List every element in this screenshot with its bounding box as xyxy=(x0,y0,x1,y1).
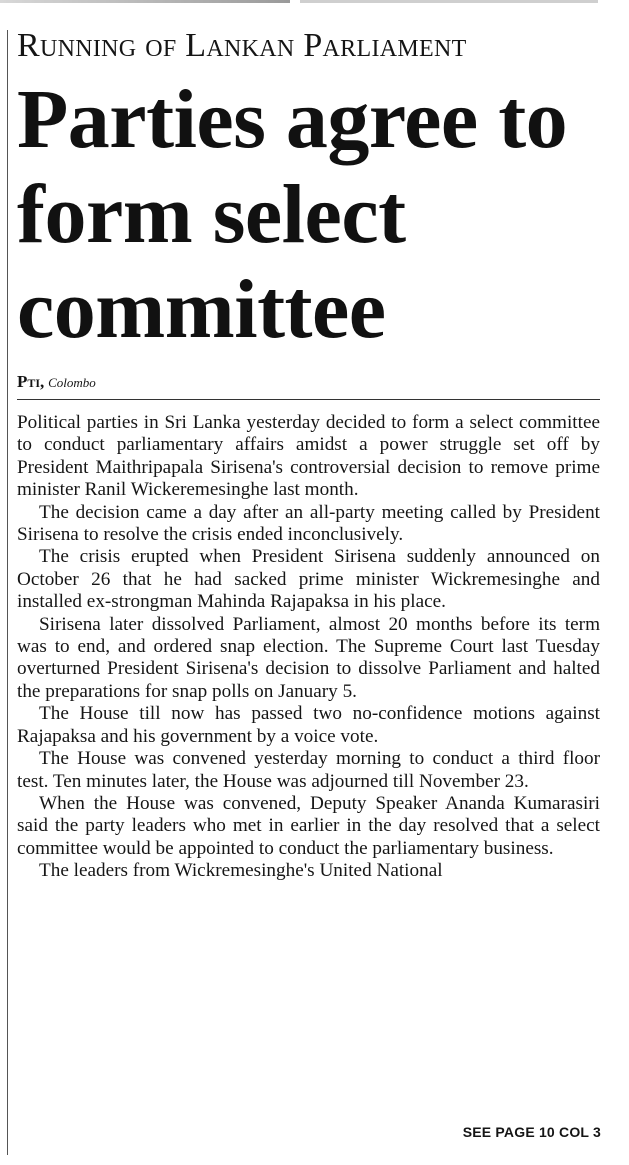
byline xyxy=(17,373,600,399)
paragraph: The House was convened yesterday morning to conduct a third floor test. Ten minutes later, the House was adjourned till November 23. xyxy=(17,748,600,792)
paragraph: The House till now has passed two no-confidence motions against Rajapaksa and his government by a voice vote. xyxy=(17,703,600,747)
paragraph: Political parties in Sri Lanka yesterday decided to form a select committee to conduct parliamentary affairs amidst a power struggle set off by President Maithripapala Sirisena's controversial decision to remove prime minister Ranil Wickeremesinghe last month. xyxy=(17,412,600,501)
top-rule-right xyxy=(300,0,598,3)
top-rule-left xyxy=(0,0,290,3)
paragraph: Sirisena later dissolved Parliament, almost 20 months before its term was to end, and ordered snap election. The Supreme Court last Tuesday overturned President Sirisena's decision to dissolve Parliament and halted the preparations for snap polls on January 5. xyxy=(17,613,600,702)
paragraph: The crisis erupted when President Sirisena suddenly announced on October 26 that he had sacked prime minister Wickremesinghe and installed ex-strongman Mahinda Rajapaksa in his place. xyxy=(17,546,600,613)
article-body xyxy=(17,412,600,883)
paragraph: The leaders from Wickremesinghe's United National xyxy=(39,860,443,882)
news-article xyxy=(17,26,600,883)
byline-place: Colombo xyxy=(48,375,96,390)
byline-rule xyxy=(17,399,600,400)
paragraph: When the House was convened, Deputy Speaker Ananda Kumarasiri said the party leaders who met in earlier in the day resolved that a select committee would be appointed to conduct the parliamentary business. xyxy=(17,792,600,859)
column-rule xyxy=(7,30,8,1155)
continuation-jump: SEE PAGE 10 COL 3 xyxy=(462,1124,601,1140)
byline-agency: Pti, xyxy=(17,372,45,391)
kicker: Running of Lankan Parliament xyxy=(17,27,467,64)
paragraph: The decision came a day after an all-party meeting called by President Sirisena to resolve the crisis ended inconclusively. xyxy=(17,501,600,546)
headline: Parties agree to form select committee xyxy=(17,73,568,356)
